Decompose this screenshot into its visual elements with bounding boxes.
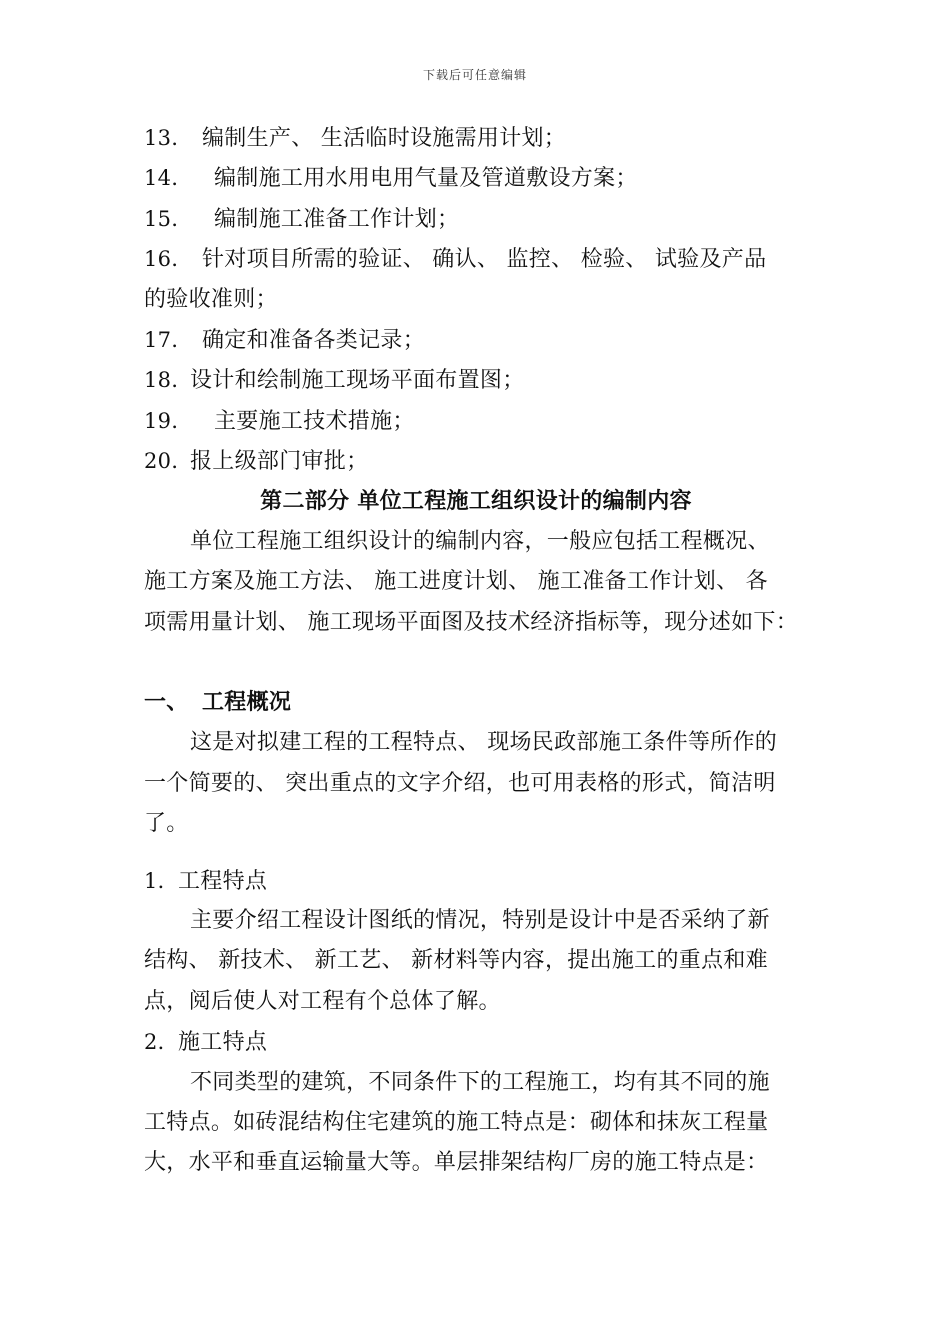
list-item: [144, 360, 808, 400]
subsection-heading: [144, 861, 808, 901]
part-title: 第二部分 单位工程施工组织设计的编制内容: [260, 488, 692, 514]
paragraph-line: 工特点。如砖混结构住宅建筑的施工特点是：砌体和抹灰工程量: [144, 1109, 769, 1135]
page-header: 下载后可任意编辑: [422, 68, 527, 82]
list-item-number: 20．: [144, 449, 193, 474]
list-item-number: 16．: [144, 247, 193, 272]
paragraph-line: 大，水平和垂直运输量大等。单层排架结构厂房的施工特点是：: [144, 1150, 769, 1176]
paragraph-line: 点，阅后使人对工程有个总体了解。: [144, 988, 501, 1014]
paragraph-line: 这是对拟建工程的工程特点、 现场民政部施工条件等所作的: [190, 730, 778, 756]
list-item-number: 18．: [144, 368, 193, 393]
list-item-number: 15．: [144, 206, 193, 231]
list-item-text: 编制施工准备工作计划；: [214, 206, 460, 232]
paragraph-line: 了。: [144, 811, 189, 837]
section-heading-number: 一、: [144, 690, 189, 716]
list-item-text: 报上级部门审批；: [190, 449, 369, 475]
list-item: [144, 199, 808, 239]
list-item-text: 编制施工用水用电用气量及管道敷设方案；: [214, 166, 638, 192]
paragraph-line: 项需用量计划、 施工现场平面图及技术经济指标等，现分述如下：: [144, 609, 798, 635]
section-heading-text: 工程概况: [202, 690, 292, 716]
list-item-text: 编制生产、 生活临时设施需用计划；: [202, 126, 567, 151]
list-item-number: 13．: [144, 126, 193, 150]
paragraph-line: 不同类型的建筑，不同条件下的工程施工，均有其不同的施: [190, 1069, 770, 1095]
spacer: [144, 643, 808, 683]
subsection-title: 工程特点: [178, 868, 268, 894]
paragraph-line: 单位工程施工组织设计的编制内容，一般应包括工程概况、: [190, 528, 770, 554]
list-item: [144, 441, 808, 481]
paragraph-line: 主要介绍工程设计图纸的情况，特别是设计中是否采纳了新: [190, 908, 770, 934]
list-item: [144, 158, 808, 198]
subsection-number: 2．: [144, 1030, 179, 1055]
list-item-text: 针对项目所需的验证、 确认、 监控、 检验、 试验及产品: [202, 247, 767, 273]
list-item-text: 设计和绘制施工现场平面布置图；: [190, 368, 525, 394]
subsection-heading: [144, 1022, 808, 1062]
list-item-number: 14．: [144, 166, 193, 191]
list-item-continuation: 的验收准则；: [144, 286, 278, 312]
list-item: [144, 239, 808, 279]
list-item-number: 19．: [144, 408, 193, 433]
list-item-text: 确定和准备各类记录；: [202, 327, 426, 353]
paragraph-line: 结构、 新技术、 新工艺、 新材料等内容，提出施工的重点和难: [144, 948, 768, 974]
document-body: [144, 118, 808, 1184]
list-item: [144, 118, 808, 158]
paragraph-line: 施工方案及施工方法、 施工进度计划、 施工准备工作计划、 各: [144, 569, 768, 595]
list-item-text: 主要施工技术措施；: [214, 408, 415, 434]
section-heading: [144, 683, 808, 723]
subsection-number: 1．: [144, 868, 179, 893]
list-item: [144, 320, 808, 360]
list-item: [144, 401, 808, 441]
list-item-number: 17．: [144, 327, 193, 352]
subsection-title: 施工特点: [178, 1030, 268, 1056]
spacer: [144, 845, 808, 861]
paragraph-line: 一个简要的、 突出重点的文字介绍，也可用表格的形式，简洁明: [144, 770, 776, 796]
